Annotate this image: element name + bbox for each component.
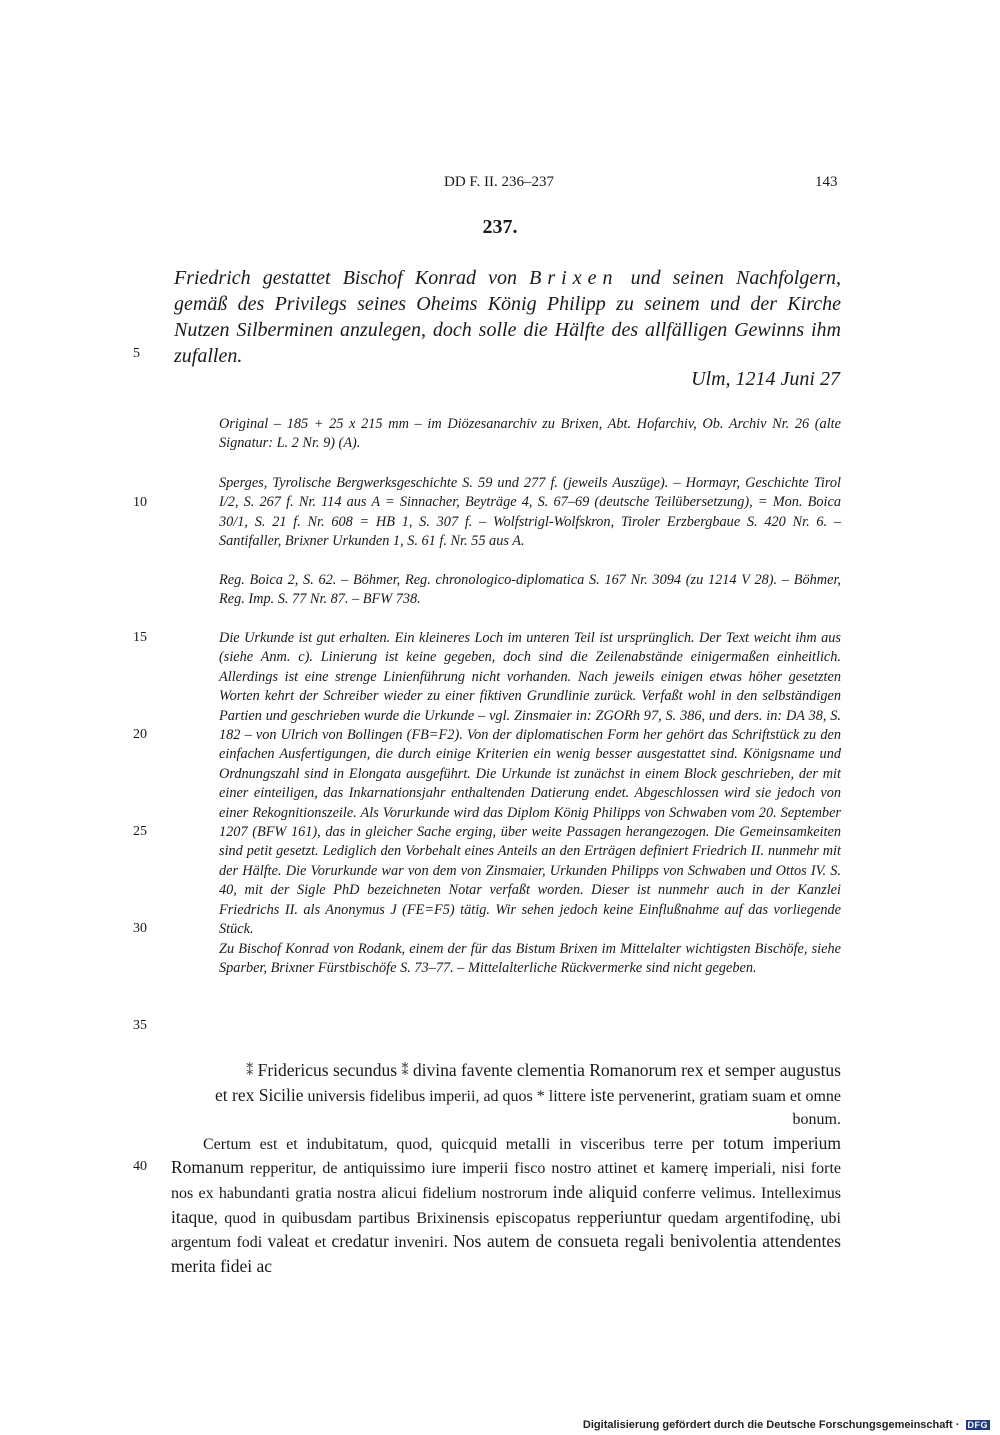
- note-regesta: [219, 571, 841, 610]
- separator-mark: ⁑: [401, 1064, 409, 1079]
- charter-text-segment: conferre velimus. Intelleximus: [637, 1184, 842, 1202]
- charter-text-segment: repperitur, de antiquissimo iure imperii fisco nostro attinet et kamerę imperiali, nisi forte nos ex habundanti gratia nostra alicui fidelium nostrorum: [171, 1160, 841, 1202]
- line-number: 30: [133, 921, 147, 936]
- charter-text: [171, 1059, 841, 1279]
- charter-line-intitulatio: [171, 1059, 841, 1084]
- charter-text-segment: periuntur: [597, 1206, 662, 1227]
- dateline: Ulm, 1214 Juni 27: [691, 368, 840, 390]
- charter-text-segment: per totum imperium Romanum: [171, 1132, 842, 1178]
- charter-name: Fridericus secundus: [257, 1060, 398, 1080]
- charter-text-segment: , quod in quibusdam partibus Brixinensis episcopatus rep: [213, 1209, 598, 1227]
- line-number: 10: [133, 495, 147, 510]
- charter-text-segment: pervenerint, gratiam suam et omne bonum.: [614, 1087, 841, 1129]
- charter-text-segment: Sicilie: [258, 1084, 304, 1105]
- charter-text-segment: inveniri.: [388, 1234, 454, 1252]
- line-number: 15: [133, 630, 147, 645]
- note-prints-text: Sperges, Tyrolische Bergwerksgeschichte S. 59 und 277 f. (jeweils Auszüge). – Hormayr, Geschichte Tirol I/2, S. 267 f. Nr. 114 aus A = Sinnacher, Beyträge 4, S. 67–69 (deutsche Teilübersetzung), = Mon. Boica 30/1, S. 21 f. Nr. 608 = HB 1, S. 307 f. – Wolfstrigl-Wolfskron, Tiroler Erzbergbaue S. 420 Nr. 6. – Santifaller, Brixner Urkunden 1, S. 61 f. Nr. 55 aus A.: [219, 475, 841, 550]
- charter-text-segment: quedam argentifodinę, ubi argentum fodi: [171, 1209, 841, 1252]
- charter-text-segment: valeat: [267, 1231, 310, 1252]
- charter-text-segment: itaque: [171, 1206, 214, 1227]
- page-number: 143: [815, 174, 838, 190]
- note-original-text: Original – 185 + 25 x 215 mm – im Diözesanarchiv zu Brixen, Abt. Hofarchiv, Ob. Archiv Nr. 26 (alte Signatur: L. 2 Nr. 9) (A).: [219, 416, 841, 452]
- note-regesta-text: Reg. Boica 2, S. 62. – Böhmer, Reg. chronologico-diplomatica S. 167 Nr. 3094 (zu 1214 V 28). – Böhmer, Reg. Imp. S. 77 Nr. 87. – BFW 738.: [219, 572, 841, 608]
- document-number: 237.: [482, 216, 518, 238]
- dfg-logo: DFG: [967, 1420, 988, 1430]
- regest-text-after: und seinen Nachfolgern, gemäß des Privilegs seines Oheims König Philipp zu seinem und der Kirche Nutzen Silberminen anzulegen, doch solle die Hälfte des allfälligen Gewinns ihm zufallen.: [174, 267, 841, 367]
- charter-text-segment: credatur: [331, 1231, 389, 1252]
- funding-footer: Digitalisierung gefördert durch die Deutsche Forschungsgemeinschaft · DFG: [582, 1419, 988, 1431]
- note-commentary-text: Die Urkunde ist gut erhalten. Ein kleineres Loch im unteren Teil ist ursprünglich. Der Text weicht ihm aus (siehe Anm. c). Linierung ist keine gegeben, doch sind die Zeilenabstände einigermaßen einheitlich. Allerdings ist eine strenge Linienführung nicht vorhanden. Nach jeweils einigen etwas höher gesetzten Worten kehrt der Schreiber wieder zu einer fiktiven Grundlinie zurück. Verfaßt wohl in den selbständigen Partien und geschrieben wurde die Urkunde – vgl. Zinsmaier in: ZGORh 97, S. 386, und ders. in: DA 38, S. 182 – von Ulrich von Bollingen (FB=F2). Von der diplomatischen Form her gehört das Schriftstück zu den einfachen Ausfertigungen, die durch einige Kriterien ein wenig besser ausgestattet sind. Königsname und Ordnungszahl sind in Elongata ausgeführt. Die Urkunde ist zunächst in einem Block geschrieben, der mit einer einteiligen, das Inkarnationsjahr enthaltenden Datierung endet. Abgeschlossen wird sie jedoch von einer Rekognitionszeile. Als Vorurkunde wird das Diplom König Philipps von Schwaben vom 20. September 1207 (BFW 161), das in gleicher Sache erging, über weite Passagen herangezogen. Die Gemeinsamkeiten sind petit gesetzt. Lediglich den Vorbehalt eines Anteils an den Erträgen definiert Friedrich II. nunmehr mit der Hälfte. Die Vorurkunde war von dem von Zinsmaier, Urkunden Philipps von Schwaben und Ottos IV. S. 40, mit der Sigle PhD bezeichneten Notar verfaßt worden. Dieser ist nunmehr auch in der Kanzlei Friedrichs II. als Anonymus J (FE=F5) tätig. Wir sehen jedoch keine Einflußnahme auf das vorliegende Stück.: [219, 630, 841, 938]
- charter-text-segment: inde aliquid: [552, 1181, 638, 1202]
- line-number: 25: [133, 824, 147, 839]
- regest-text-before: Friedrich gestattet Bischof Konrad von: [174, 267, 530, 289]
- note-prints: [219, 474, 841, 552]
- charter-title: divina favente clementia Romanorum rex et semper augustus: [412, 1060, 841, 1080]
- charter-paragraph: [171, 1132, 841, 1280]
- running-title: DD F. II. 236–237: [444, 174, 555, 190]
- regest: [174, 265, 841, 369]
- line-number: 35: [133, 1018, 147, 1033]
- separator-mark: ⁑: [246, 1064, 254, 1079]
- line-number: 5: [133, 346, 140, 361]
- note-original: [219, 415, 841, 454]
- funding-text: Digitalisierung gefördert durch die Deutsche Forschungsgemeinschaft: [582, 1419, 953, 1431]
- charter-text-segment: et rex: [215, 1084, 259, 1105]
- charter-text-segment: Nos autem de consueta regali benivolentia attendentes merita fidei ac: [171, 1231, 841, 1276]
- charter-text-segment: iste: [590, 1084, 615, 1105]
- charter-text-segment: universis fidelibus imperii, ad quos * littere: [303, 1087, 591, 1105]
- note-commentary: [219, 629, 841, 978]
- charter-line-inscriptio: [171, 1084, 841, 1132]
- line-number: 40: [133, 1159, 147, 1174]
- charter-text-segment: Certum est et indubitatum, quod, quicquid metalli in visceribus terre: [203, 1135, 692, 1153]
- regest-place: Brixen: [529, 267, 619, 289]
- charter-text-segment: et: [309, 1234, 332, 1252]
- line-number: 20: [133, 727, 147, 742]
- note-commentary-bishop: Zu Bischof Konrad von Rodank, einem der für das Bistum Brixen im Mittelalter wichtigsten Bischöfe, siehe Sparber, Brixner Fürstbischöfe S. 73–77. – Mittelalterliche Rückvermerke sind nicht gegeben.: [219, 940, 841, 976]
